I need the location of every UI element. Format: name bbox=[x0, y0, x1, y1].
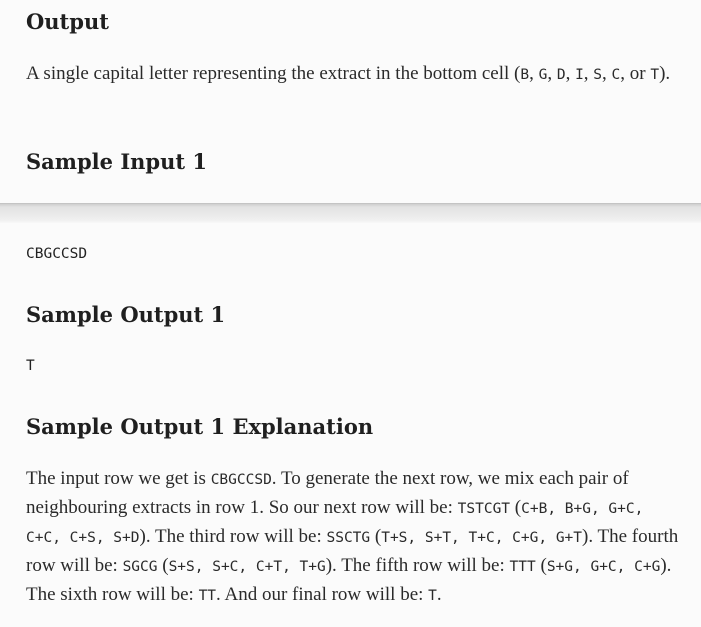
expl-text-2: . To generate the next row, we mix each pair of neighbouring extracts in row 1. So our next row will be: bbox=[26, 468, 629, 518]
page-break-divider bbox=[0, 203, 701, 224]
explanation-heading: Sample Output 1 Explanation bbox=[26, 414, 374, 439]
output-desc-end: ). bbox=[659, 63, 671, 84]
expl-code-row-2: TSTCGT bbox=[457, 501, 511, 517]
expl-code-row-6: TT bbox=[198, 588, 217, 604]
expl-code-row-2-pairs: C+B, B+G, G+C, C+C, C+S, S+D bbox=[26, 501, 644, 546]
letter-t: T bbox=[650, 67, 660, 83]
explanation-paragraph bbox=[26, 465, 681, 610]
expl-code-row-3: SSCTG bbox=[326, 530, 371, 546]
sample-output-value: T bbox=[26, 358, 35, 374]
output-description: A single capital letter representing the extract in the bottom cell (B, G, D, I, S, C, or T). bbox=[26, 63, 671, 84]
sample-input-value: CBGCCSD bbox=[26, 246, 88, 262]
sample-input-heading: Sample Input 1 bbox=[26, 149, 207, 174]
expl-code-row-3-pairs: T+S, S+T, T+C, C+G, G+T bbox=[381, 530, 583, 546]
letter-b: B bbox=[520, 67, 530, 83]
letter-i: I bbox=[575, 67, 584, 83]
expl-text-7: ( bbox=[157, 555, 169, 576]
expl-text-11: . And our final row will be: bbox=[216, 584, 429, 605]
output-desc-text: A single capital letter representing the extract in the bottom cell ( bbox=[26, 63, 521, 84]
expl-text-8: ). The fifth row will be: bbox=[325, 555, 510, 576]
expl-text-4: ). The third row will be: bbox=[139, 526, 327, 547]
expl-text-10: ). The sixth row will be: bbox=[26, 555, 672, 605]
letter-s: S bbox=[593, 67, 603, 83]
expl-code-row-4: SGCG bbox=[122, 559, 158, 575]
letter-c: C bbox=[611, 67, 621, 83]
bottom-panel bbox=[0, 223, 701, 627]
expl-text-5: ( bbox=[370, 526, 382, 547]
letter-g: G bbox=[538, 67, 548, 83]
expl-text-9: ( bbox=[535, 555, 547, 576]
sample-output-heading: Sample Output 1 bbox=[26, 302, 226, 327]
top-panel bbox=[0, 0, 701, 203]
expl-code-row-5: TTT bbox=[509, 559, 536, 575]
expl-code-row-5-pairs: S+G, G+C, C+G bbox=[546, 559, 661, 575]
expl-text-3: ( bbox=[510, 497, 522, 518]
letter-d: D bbox=[556, 67, 566, 83]
expl-text-6: ). The fourth row will be: bbox=[26, 526, 679, 576]
expl-text-12: . bbox=[436, 584, 442, 605]
expl-code-final-row: T bbox=[428, 588, 437, 604]
or-word: or bbox=[629, 63, 646, 84]
expl-code-input-row: CBGCCSD bbox=[210, 472, 272, 488]
expl-code-row-4-pairs: S+S, S+C, C+T, T+G bbox=[168, 559, 326, 575]
expl-text-1: The input row we get is bbox=[26, 468, 211, 489]
output-heading: Output bbox=[26, 9, 109, 34]
